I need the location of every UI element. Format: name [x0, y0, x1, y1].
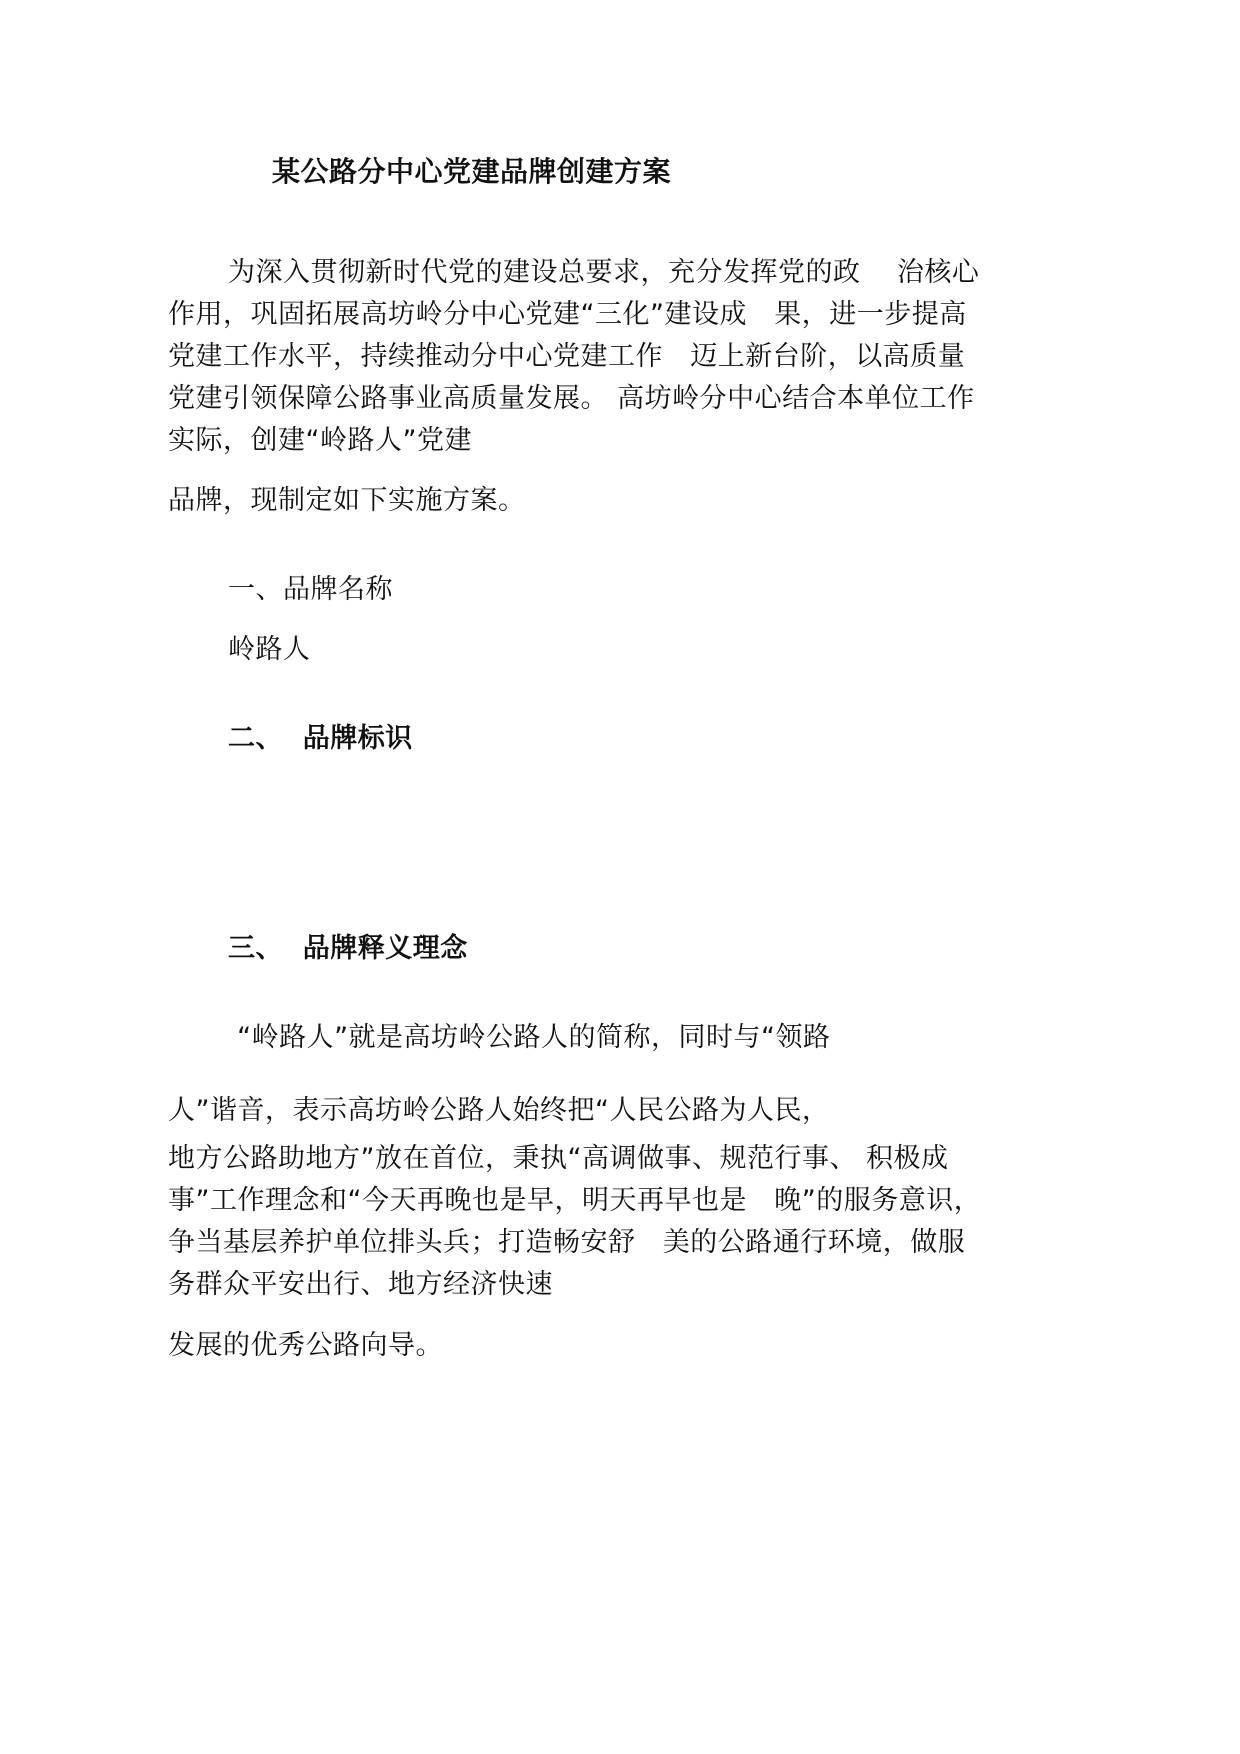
concept-line-7: 发展的优秀公路向导。: [168, 1330, 443, 1361]
concept-line-3: 地方公路助地方”放在首位，秉执“高调做事、规范行事、 积极成: [168, 1143, 949, 1174]
section-heading-brand-name: 一、品牌名称: [228, 574, 393, 605]
concept-line-1: “岭路人”就是高坊岭公路人的简称，同时与“领路: [228, 1022, 831, 1053]
concept-line-4: 事”工作理念和“今天再晚也是早，明天再早也是 晚”的服务意识，: [168, 1185, 982, 1216]
brand-name-value: 岭路人: [228, 634, 311, 665]
concept-line-2: 人”谐音，表示高坊岭公路人始终把“人民公路为人民，: [168, 1095, 830, 1126]
concept-line-6: 务群众平安出行、地方经济快速: [168, 1269, 553, 1300]
intro-line-6: 品牌，现制定如下实施方案。: [168, 485, 526, 516]
intro-line-1: 为深入贯彻新时代党的建设总要求，充分发挥党的政 治核心: [228, 257, 980, 288]
intro-line-4: 党建引领保障公路事业高质量发展。 高坊岭分中心结合本单位工作: [168, 383, 975, 414]
document-title: 某公路分中心党建品牌创建方案: [272, 155, 672, 188]
concept-line-5: 争当基层养护单位排头兵；打造畅安舒 美的公路通行环境，做服: [168, 1227, 966, 1258]
section-heading-brand-logo: 二、 品牌标识: [228, 723, 413, 754]
intro-line-3: 党建工作水平，持续推动分中心党建工作 迈上新台阶，以高质量: [168, 341, 966, 372]
intro-line-5: 实际，创建“岭路人”党建: [168, 425, 472, 456]
section-heading-brand-concept: 三、 品牌释义理念: [228, 933, 468, 964]
intro-line-2: 作用，巩固拓展高坊岭分中心党建“三化”建设成 果，进一步提高: [168, 299, 967, 330]
